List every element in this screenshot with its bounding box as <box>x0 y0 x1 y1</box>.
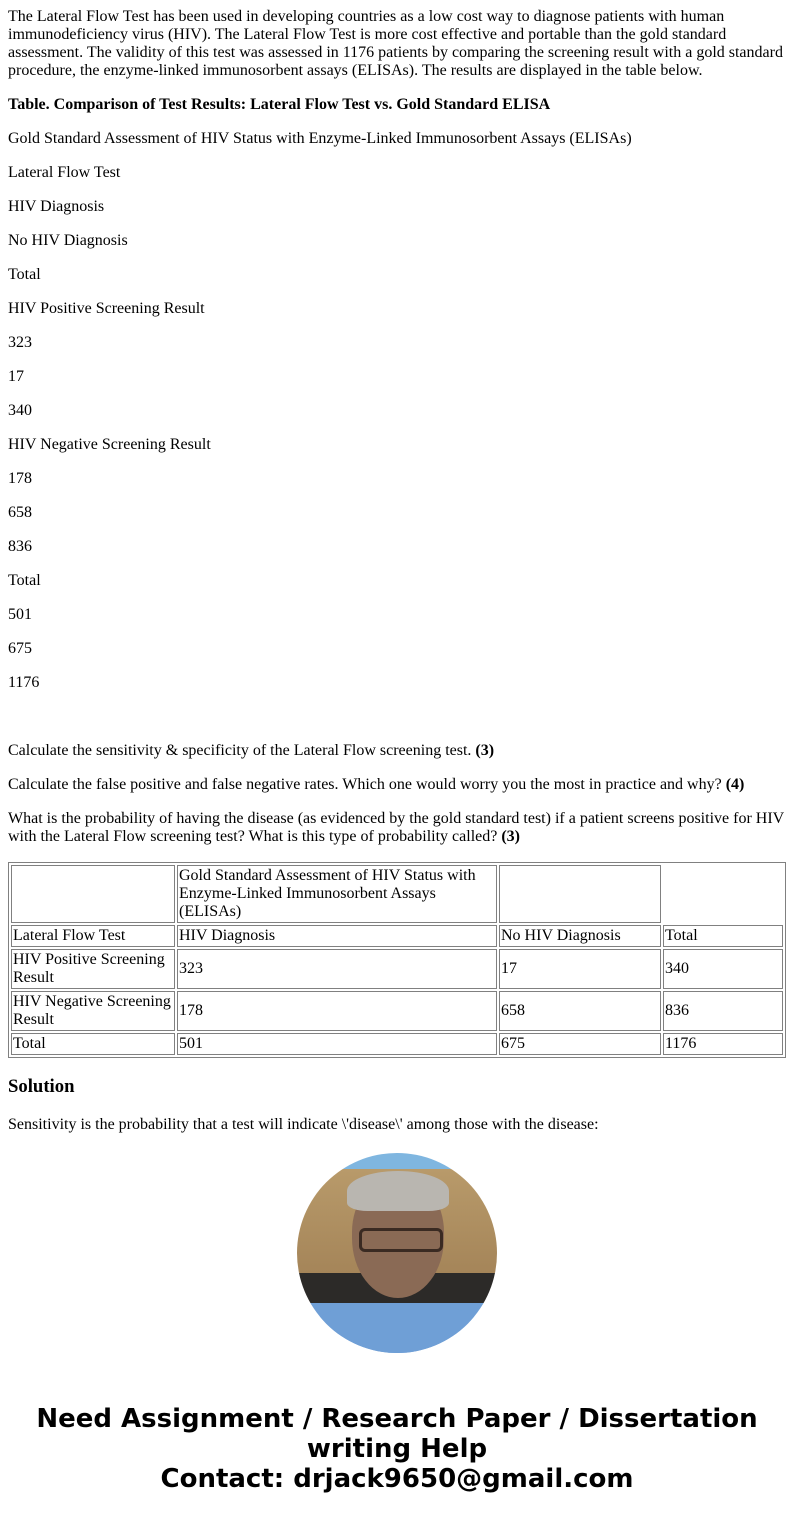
table-cell: Total <box>11 1033 175 1055</box>
table-cell: 501 <box>177 1033 497 1055</box>
table-cell: 658 <box>499 991 661 1031</box>
solution-heading: Solution <box>8 1076 75 1097</box>
table-cell: Gold Standard Assessment of HIV Status with Enzyme-Linked Immunosorbent Assays (ELISAs) <box>177 865 497 923</box>
table-cell: 340 <box>663 949 783 989</box>
table-cell: 323 <box>177 949 497 989</box>
table-cell: HIV Negative Screening Result <box>11 991 175 1031</box>
flat-line: HIV Diagnosis <box>8 198 105 215</box>
flat-line: 1176 <box>8 674 40 691</box>
flat-line: Gold Standard Assessment of HIV Status with Enzyme-Linked Immunosorbent Assays (ELISAs) <box>8 130 632 147</box>
table-row <box>11 865 783 923</box>
flat-line: 340 <box>8 402 32 419</box>
glasses-icon <box>359 1228 443 1252</box>
question-1: Calculate the sensitivity & specificity of the Lateral Flow screening test. (3) <box>8 742 495 759</box>
table-cell: 836 <box>663 991 783 1031</box>
question-2: Calculate the false positive and false negative rates. Which one would worry you the most in practice and why? (4) <box>8 776 745 793</box>
flat-line: HIV Negative Screening Result <box>8 436 211 453</box>
intro-paragraph: The Lateral Flow Test has been used in developing countries as a low cost way to diagnose patients with human immunodeficiency virus (HIV). The Lateral Flow Test is more cost effective and portable than the gold standard assessment. The validity of this test was assessed in 1176 patients by comparing the screening result with a gold standard procedure, the enzyme-linked immunosorbent assays (ELISAs). The results are displayed in the table below. <box>8 8 783 79</box>
flat-line: Total <box>8 266 41 283</box>
table-cell <box>11 865 175 923</box>
question-3: What is the probability of having the disease (as evidenced by the gold standard test) if a patient screens positive for HIV with the Lateral Flow screening test? What is this type of probability called? (3) <box>8 810 784 845</box>
table-row <box>11 1033 783 1055</box>
banner-contact: Contact: drjack9650@gmail.com <box>160 1464 634 1494</box>
flat-line: No HIV Diagnosis <box>8 232 128 249</box>
table-cell: Total <box>663 925 783 947</box>
banner-headline: Need Assignment / Research Paper / Dissertation writing Help <box>36 1404 758 1464</box>
flat-line: Lateral Flow Test <box>8 164 121 181</box>
table-cell: HIV Diagnosis <box>177 925 497 947</box>
flat-line: 675 <box>8 640 32 657</box>
contact-banner <box>0 1404 794 1494</box>
flat-line: 17 <box>8 368 24 385</box>
author-avatar <box>297 1153 497 1353</box>
results-table <box>8 862 786 1058</box>
table-cell: HIV Positive Screening Result <box>11 949 175 989</box>
flat-line: 501 <box>8 606 32 623</box>
flat-line: 658 <box>8 504 32 521</box>
table-cell: 178 <box>177 991 497 1031</box>
table-cell <box>499 865 661 923</box>
table-row <box>11 925 783 947</box>
table-cell: 1176 <box>663 1033 783 1055</box>
table-cell: No HIV Diagnosis <box>499 925 661 947</box>
flat-line: HIV Positive Screening Result <box>8 300 205 317</box>
table-cell: 675 <box>499 1033 661 1055</box>
table-cell: 17 <box>499 949 661 989</box>
document-content <box>8 0 786 1150</box>
flat-line: 178 <box>8 470 32 487</box>
flat-line: 836 <box>8 538 32 555</box>
table-row <box>11 949 783 989</box>
solution-text: Sensitivity is the probability that a test will indicate \'disease\' among those with the disease: <box>8 1116 599 1133</box>
table-title: Table. Comparison of Test Results: Lateral Flow Test vs. Gold Standard ELISA <box>8 96 551 113</box>
table-cell: Lateral Flow Test <box>11 925 175 947</box>
flat-line: 323 <box>8 334 32 351</box>
spacer <box>8 708 786 726</box>
table-row <box>11 991 783 1031</box>
flat-line: Total <box>8 572 41 589</box>
